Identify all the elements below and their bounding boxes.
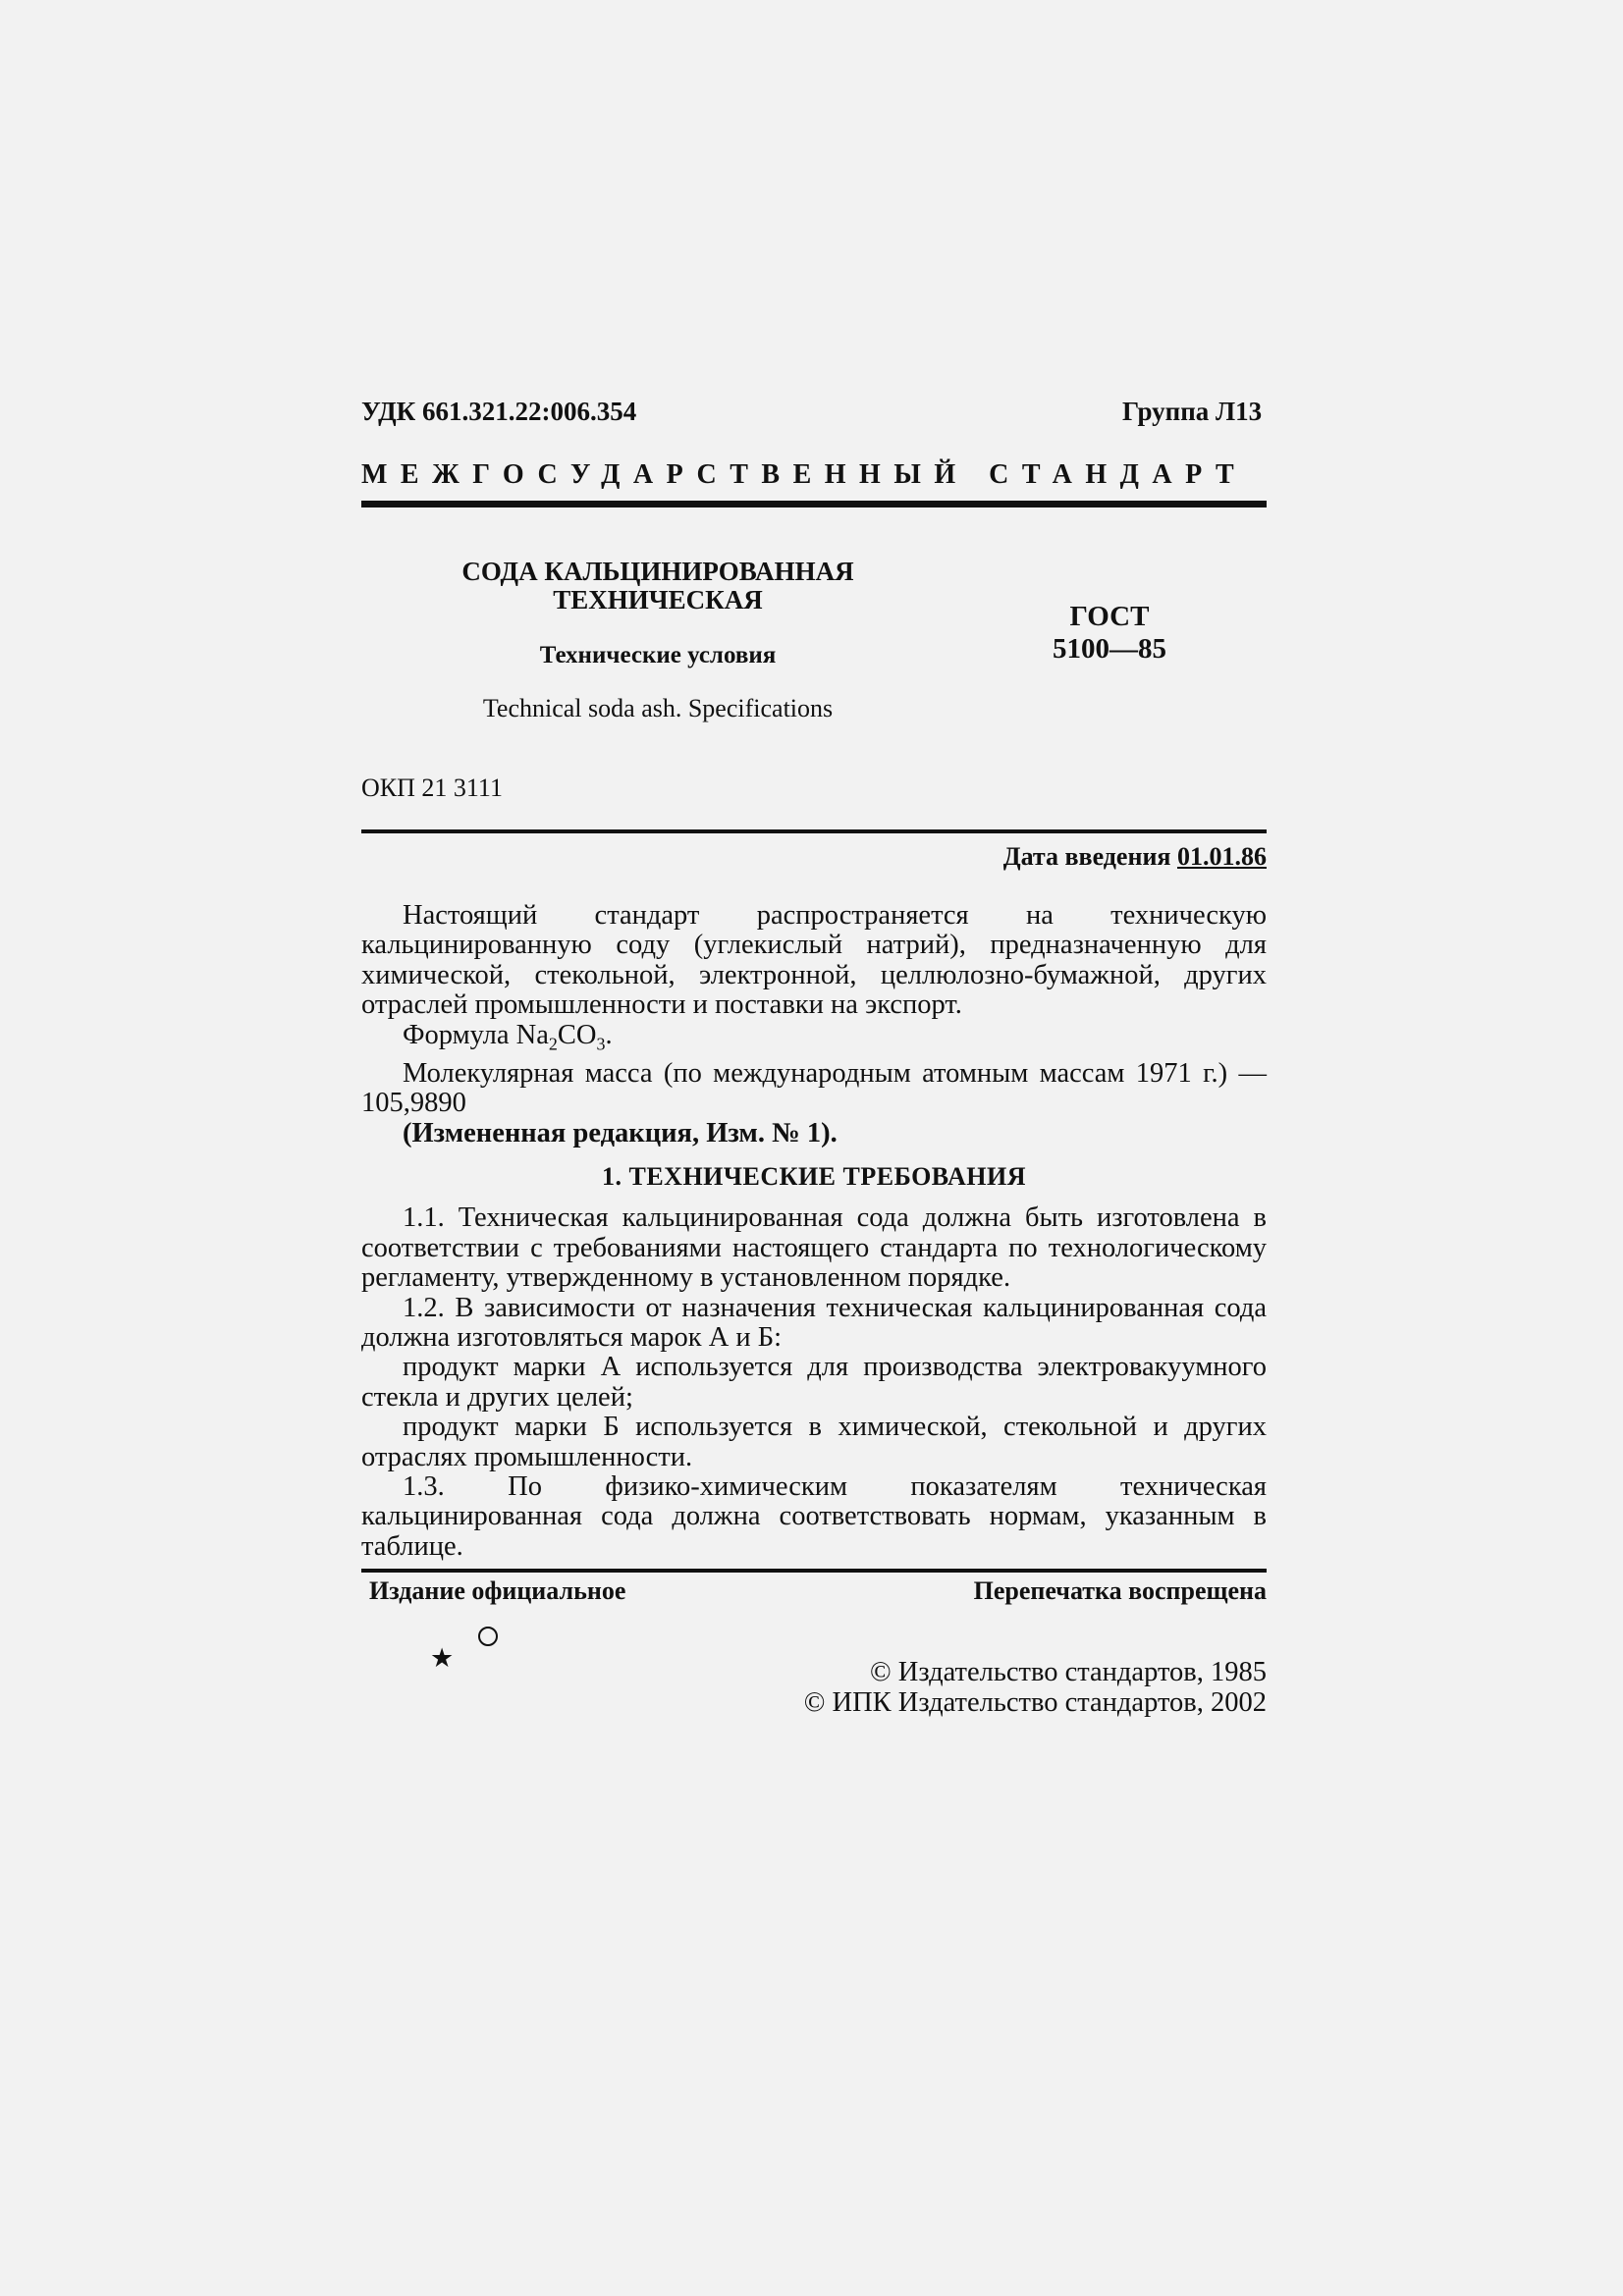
formula-subscript-2: 3 xyxy=(596,1034,606,1054)
document-title xyxy=(432,558,884,614)
molar-mass-paragraph: Молекулярная масса (по международным атомным массам 1971 г.) — 105,9890 xyxy=(361,1057,1267,1119)
document-body xyxy=(361,901,1267,1562)
amendment-note: (Измененная редакция, Изм. № 1). xyxy=(403,1117,838,1148)
document-subtitle: Технические условия xyxy=(539,642,777,668)
effective-date-label: Дата введения xyxy=(1002,842,1171,871)
formula-subscript-1: 2 xyxy=(548,1034,558,1054)
udk-code: УДК 661.321.22:006.354 xyxy=(361,397,637,426)
copyright-block xyxy=(804,1657,1267,1718)
group-code: Группа Л13 xyxy=(1122,397,1263,426)
section-title: 1. ТЕХНИЧЕСКИЕ ТРЕБОВАНИЯ xyxy=(601,1161,1027,1191)
effective-date-value: 01.01.86 xyxy=(1177,842,1267,871)
title-line-2: ТЕХНИЧЕСКАЯ xyxy=(553,585,763,614)
copyright-line-1: © Издательство стандартов, 1985 xyxy=(870,1657,1267,1687)
gost-label: ГОСТ xyxy=(1069,601,1150,632)
copyright-line-2: © ИПК Издательство стандартов, 2002 xyxy=(803,1687,1267,1718)
formula-paragraph xyxy=(361,1021,1267,1059)
scope-paragraph: Настоящий стандарт распространяется на техническую кальцинированную соду (углекислый натрий), предназначенную для химической, стекольной, электронной, целлюлозно-бумажной, других отраслей промышленности и поставки на экспорт. xyxy=(361,900,1267,1021)
clause-1-3: 1.3. По физико-химическим показателям техническая кальцинированная сода должна соответствовать нормам, указанным в таблице. xyxy=(361,1471,1267,1562)
interstate-standard-heading: МЕЖГОСУДАРСТВЕННЫЙ СТАНДАРТ xyxy=(361,459,1248,490)
official-edition-label: Издание официальное xyxy=(369,1576,626,1605)
formula-mid: CO xyxy=(557,1019,597,1050)
clause-1-2-grade-a: продукт марки А используется для производства электровакуумного стекла и других целей; xyxy=(361,1352,1267,1413)
okp-code: ОКП 21 3111 xyxy=(361,774,503,802)
clause-1-1: 1.1. Техническая кальцинированная сода должна быть изготовлена в соответствии с требованиями настоящего стандарта по технологическому регламенту, утвержденному в установленном порядке. xyxy=(361,1202,1267,1294)
formula-end: . xyxy=(605,1019,613,1050)
star-icon: ★ xyxy=(430,1643,455,1673)
header-rule xyxy=(361,501,1267,507)
clause-1-2: 1.2. В зависимости от назначения техническая кальцинированная сода должна изготовляться марок А и Б: xyxy=(361,1292,1267,1353)
formula-label: Формула Na xyxy=(403,1019,549,1050)
clause-1-2-grade-b: продукт марки Б используется в химической, стекольной и других отраслях промышленности. xyxy=(361,1412,1267,1472)
effective-date xyxy=(1003,842,1267,872)
gost-designation xyxy=(1011,601,1208,666)
date-rule xyxy=(361,829,1267,833)
english-title: Technical soda ash. Specifications xyxy=(482,694,834,722)
footer-rule xyxy=(361,1569,1267,1573)
gost-number: 5100—85 xyxy=(1053,633,1166,665)
circle-icon xyxy=(478,1627,498,1646)
title-line-1: СОДА КАЛЬЦИНИРОВАННАЯ xyxy=(461,557,854,586)
reprint-prohibited-label: Перепечатка воспрещена xyxy=(973,1576,1267,1605)
